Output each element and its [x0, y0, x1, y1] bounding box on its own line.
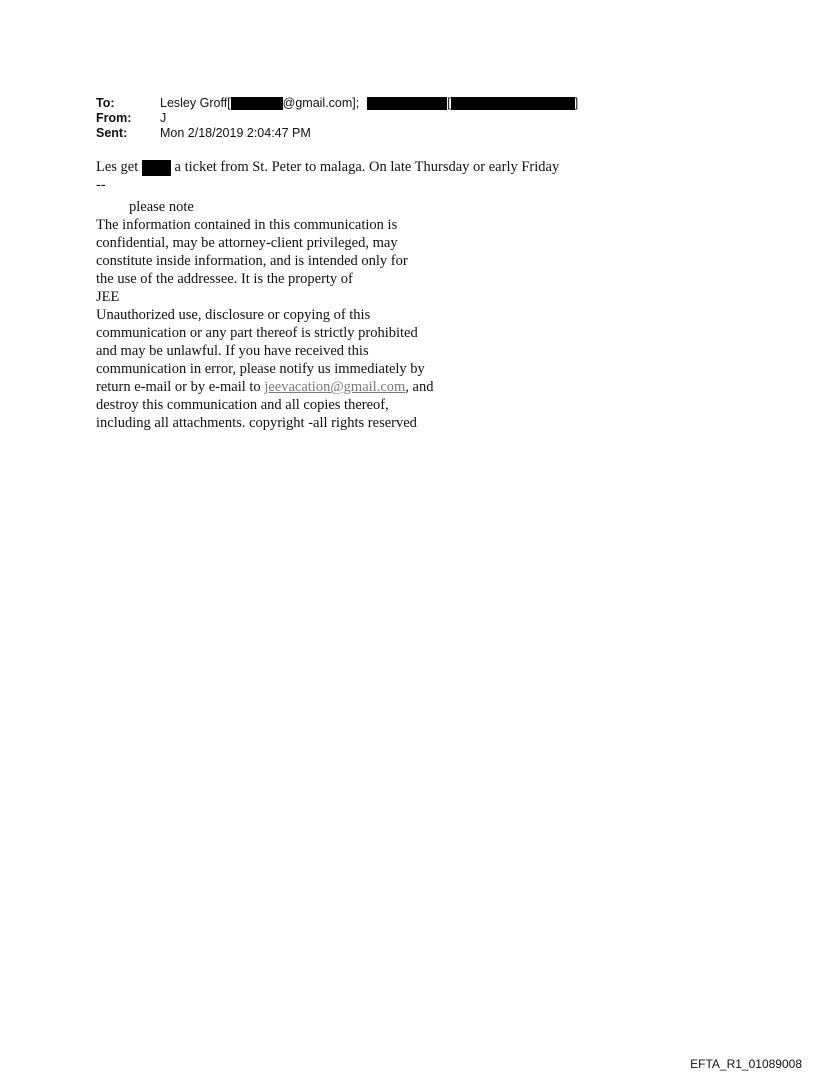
disclaimer-line: the use of the addressee. It is the property of	[96, 271, 353, 287]
disclaimer-line: constitute inside information, and is intended only for	[96, 253, 408, 269]
to-email-suffix: @gmail.com];	[282, 96, 360, 110]
to-name: Lesley Groff[	[160, 96, 231, 110]
email-line-prefix: return e-mail or by e-mail to	[96, 379, 261, 395]
sent-row	[96, 126, 578, 141]
message-post: a ticket from St. Peter to malaga. On late Thursday or early Friday	[174, 159, 560, 175]
redaction-bar	[367, 97, 447, 110]
sent-label: Sent:	[96, 126, 128, 140]
email-link[interactable]: jeevacation@gmail.com	[264, 379, 406, 395]
to-bracket-open: [	[447, 96, 451, 110]
from-row	[96, 111, 578, 126]
sent-value: Mon 2/18/2019 2:04:47 PM	[160, 126, 311, 140]
disclaimer-heading: please note	[129, 199, 194, 215]
disclaimer-line: including all attachments. copyright -all rights reserved	[96, 415, 417, 431]
disclaimer-line: and may be unlawful. If you have received this	[96, 343, 369, 359]
disclaimer-line: JEE	[96, 289, 120, 305]
disclaimer-email-line	[96, 378, 656, 396]
disclaimer-line: confidential, may be attorney-client privileged, may	[96, 235, 398, 251]
separator: --	[96, 177, 106, 193]
redaction-bar	[142, 160, 171, 176]
to-bracket-close: ]	[574, 96, 579, 110]
email-header	[96, 96, 578, 141]
disclaimer-line: The information contained in this communication is	[96, 217, 398, 233]
to-label: To:	[96, 96, 115, 110]
redaction-bar	[451, 97, 575, 110]
disclaimer-line: Unauthorized use, disclosure or copying of this	[96, 307, 371, 323]
to-row	[96, 96, 578, 111]
disclaimer-line: communication or any part thereof is strictly prohibited	[96, 325, 418, 341]
email-line-suffix: , and	[405, 379, 434, 395]
disclaimer-line: destroy this communication and all copies thereof,	[96, 397, 389, 413]
redaction-bar	[231, 97, 283, 110]
message-pre: Les get	[96, 159, 139, 175]
message-line	[96, 158, 656, 176]
from-label: From:	[96, 111, 132, 125]
bates-number: EFTA_R1_01089008	[690, 1057, 802, 1071]
email-body	[96, 158, 656, 432]
disclaimer-line: communication in error, please notify us immediately by	[96, 361, 425, 377]
from-value: J	[160, 111, 167, 125]
